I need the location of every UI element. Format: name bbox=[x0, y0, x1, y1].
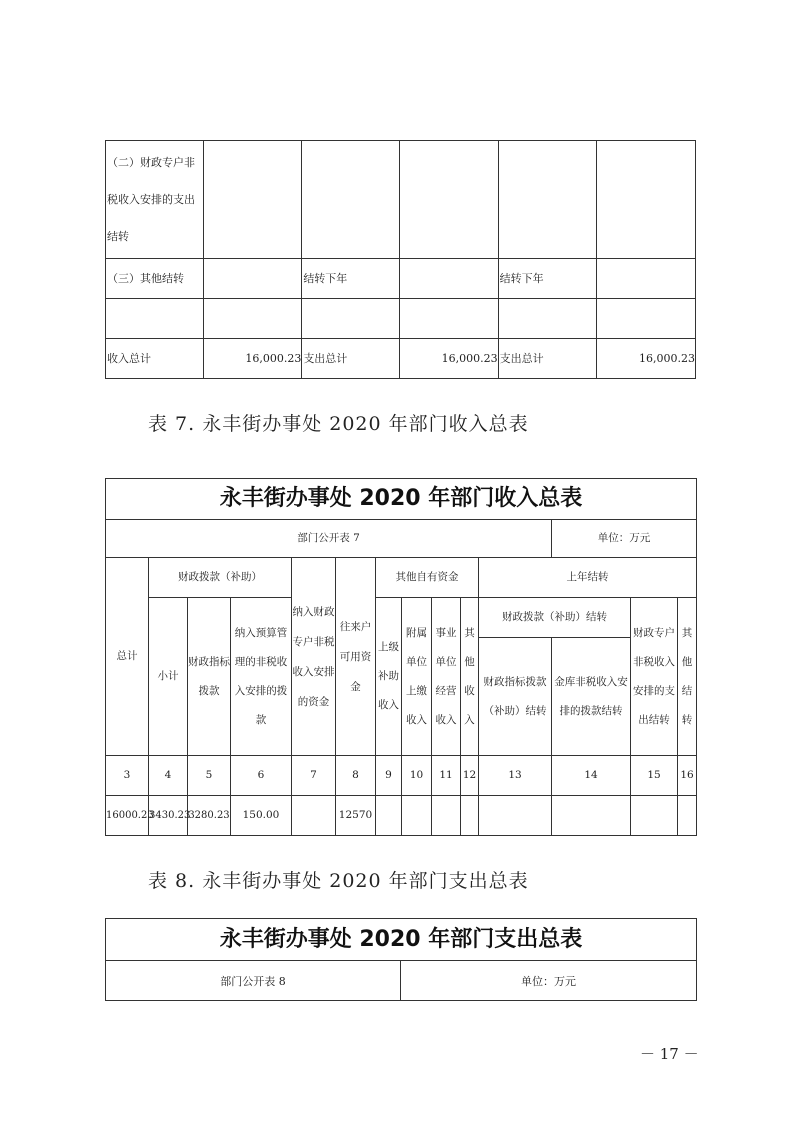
table-cell bbox=[400, 259, 498, 299]
table-8-expense-summary bbox=[105, 918, 697, 1001]
header-other-carry: 其他结转 bbox=[678, 598, 697, 756]
value-superior-subsidy bbox=[376, 796, 402, 836]
column-number: 7 bbox=[292, 756, 336, 796]
table-cell bbox=[204, 141, 302, 259]
value-treasury-nontax-carry bbox=[552, 796, 631, 836]
unit-label: 单位：万元 bbox=[552, 520, 697, 558]
column-number: 8 bbox=[336, 756, 376, 796]
table-cell bbox=[400, 299, 498, 339]
column-number: 15 bbox=[631, 756, 678, 796]
table-code: 部门公开表 8 bbox=[106, 961, 401, 1001]
header-fiscal-carry-group: 财政拨款（补助）结转 bbox=[479, 598, 631, 638]
table-row bbox=[106, 259, 696, 299]
table-code: 部门公开表 7 bbox=[106, 520, 552, 558]
header-subtotal: 小计 bbox=[149, 598, 188, 756]
table-title: 永丰街办事处 2020 年部门收入总表 bbox=[106, 479, 697, 520]
income-total-value: 16,000.23 bbox=[204, 339, 302, 379]
table-row bbox=[106, 141, 696, 259]
table-row bbox=[106, 299, 696, 339]
column-number-row bbox=[106, 756, 697, 796]
table-cell bbox=[596, 259, 695, 299]
column-number: 10 bbox=[402, 756, 432, 796]
header-budget-nontax: 纳入预算管理的非税收入安排的拨款 bbox=[231, 598, 292, 756]
value-affiliated-unit bbox=[402, 796, 432, 836]
row-label: （二）财政专户非税收入安排的支出结转 bbox=[106, 141, 204, 259]
header-fiscal-index: 财政指标拨款 bbox=[188, 598, 231, 756]
column-number: 16 bbox=[678, 756, 697, 796]
column-number: 6 bbox=[231, 756, 292, 796]
table-cell bbox=[106, 299, 204, 339]
table-6-continued bbox=[105, 140, 696, 379]
value-budget-nontax: 150.00 bbox=[231, 796, 292, 836]
row-label: （三）其他结转 bbox=[106, 259, 204, 299]
value-special-nontax bbox=[292, 796, 336, 836]
header-fiscal-index-carry: 财政指标拨款（补助）结转 bbox=[479, 638, 552, 756]
column-number: 13 bbox=[479, 756, 552, 796]
table-7-caption: 表 7. 永丰街办事处 2020 年部门收入总表 bbox=[148, 413, 529, 435]
value-current-account: 12570 bbox=[336, 796, 376, 836]
header-affiliated-unit: 附属单位上缴收入 bbox=[402, 598, 432, 756]
header-total: 总计 bbox=[106, 558, 149, 756]
table-cell bbox=[204, 259, 302, 299]
value-special-nontax-carry bbox=[631, 796, 678, 836]
header-fiscal-group: 财政拨款（补助） bbox=[149, 558, 292, 598]
value-other-income bbox=[461, 796, 479, 836]
header-superior-subsidy: 上级补助收入 bbox=[376, 598, 402, 756]
table-8-caption: 表 8. 永丰街办事处 2020 年部门支出总表 bbox=[148, 870, 529, 892]
table-cell bbox=[596, 299, 695, 339]
table-row bbox=[106, 796, 697, 836]
table-7-income-summary bbox=[105, 478, 697, 836]
table-cell bbox=[498, 299, 596, 339]
value-fiscal-index-carry bbox=[479, 796, 552, 836]
column-number: 11 bbox=[432, 756, 461, 796]
table-cell bbox=[302, 141, 400, 259]
column-number: 14 bbox=[552, 756, 631, 796]
expense-total-value: 16,000.23 bbox=[400, 339, 498, 379]
expense-total-value: 16,000.23 bbox=[596, 339, 695, 379]
table-cell bbox=[596, 141, 695, 259]
header-special-nontax-carry: 财政专户非税收入安排的支出结转 bbox=[631, 598, 678, 756]
value-total: 16000.23 bbox=[106, 796, 149, 836]
header-last-year-group: 上年结转 bbox=[479, 558, 697, 598]
table-cell bbox=[204, 299, 302, 339]
header-treasury-nontax-carry: 金库非税收入安排的拨款结转 bbox=[552, 638, 631, 756]
table-cell bbox=[400, 141, 498, 259]
table-cell bbox=[302, 299, 400, 339]
table-cell: 结转下年 bbox=[498, 259, 596, 299]
column-number: 4 bbox=[149, 756, 188, 796]
header-current-account: 往来户可用资金 bbox=[336, 558, 376, 756]
header-special-nontax: 纳入财政专户非税收入安排的资金 bbox=[292, 558, 336, 756]
table-title: 永丰街办事处 2020 年部门支出总表 bbox=[106, 919, 697, 961]
header-other-own-group: 其他自有资金 bbox=[376, 558, 479, 598]
column-number: 3 bbox=[106, 756, 149, 796]
table-cell: 结转下年 bbox=[302, 259, 400, 299]
unit-label: 单位：万元 bbox=[401, 961, 697, 1001]
page-number: － 17 － bbox=[640, 1045, 699, 1063]
value-subtotal: 3430.23 bbox=[149, 796, 188, 836]
income-total-label: 收入总计 bbox=[106, 339, 204, 379]
table-cell bbox=[498, 141, 596, 259]
value-business-income bbox=[432, 796, 461, 836]
expense-total-label: 支出总计 bbox=[302, 339, 400, 379]
column-number: 9 bbox=[376, 756, 402, 796]
header-other-income: 其他收入 bbox=[461, 598, 479, 756]
table-row bbox=[106, 339, 696, 379]
column-number: 5 bbox=[188, 756, 231, 796]
header-business-income: 事业单位经营收入 bbox=[432, 598, 461, 756]
expense-total-label: 支出总计 bbox=[498, 339, 596, 379]
value-fiscal-index: 3280.23 bbox=[188, 796, 231, 836]
column-number: 12 bbox=[461, 756, 479, 796]
value-other-carry bbox=[678, 796, 697, 836]
